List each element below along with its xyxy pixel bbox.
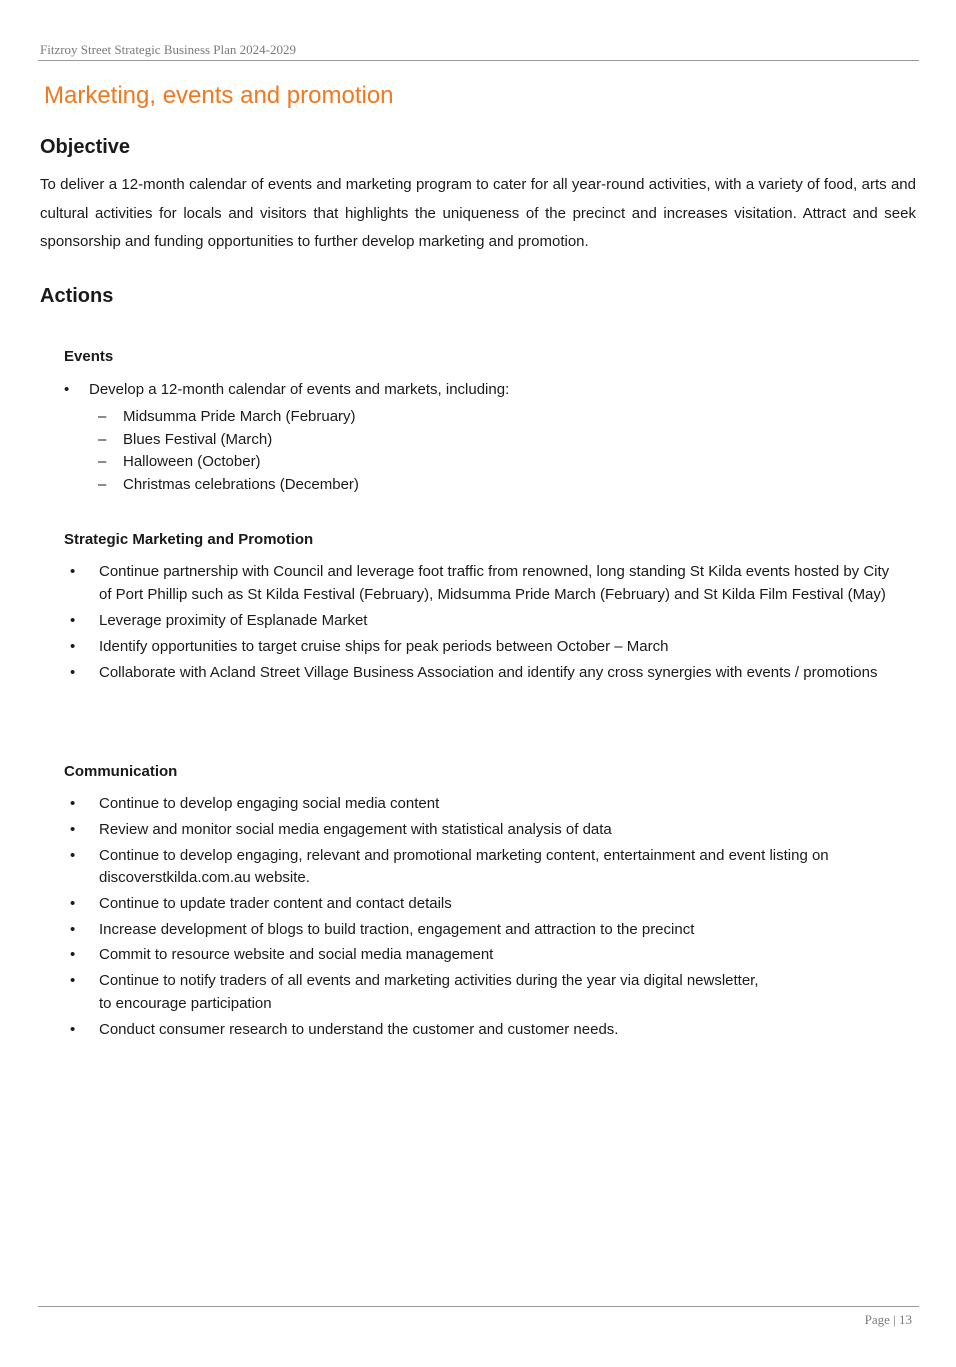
- dash-icon: –: [98, 430, 107, 448]
- footer-divider: [38, 1306, 919, 1307]
- bullet-icon: •: [70, 946, 76, 964]
- list-item: [64, 845, 904, 890]
- list-item-text: Collaborate with Acland Street Village Business Association and identify any cross synergies with events / promotions: [99, 663, 878, 681]
- bullet-icon: •: [70, 1020, 76, 1038]
- list-item-text: Leverage proximity of Esplanade Market: [99, 611, 368, 629]
- list-item-text: Continue to develop engaging, relevant and promotional marketing content, entertainment and event listing on discoverstkilda.com.au website.: [99, 846, 829, 887]
- marketing-heading: Strategic Marketing and Promotion: [64, 531, 314, 548]
- list-item-text: Increase development of blogs to build traction, engagement and attraction to the precinct: [99, 920, 695, 938]
- bullet-icon: •: [70, 795, 76, 812]
- bullet-icon: •: [70, 972, 76, 990]
- bullet-icon: •: [70, 611, 76, 629]
- dash-icon: –: [98, 476, 107, 494]
- sublist-item-text: Midsumma Pride March (February): [123, 408, 356, 425]
- bullet-icon: •: [70, 637, 76, 655]
- list-item: [64, 561, 904, 606]
- objective-heading: Objective: [40, 136, 131, 158]
- running-header: Fitzroy Street Strategic Business Plan 2024-2029: [40, 42, 297, 57]
- bullet-icon: •: [70, 920, 76, 938]
- sublist-item: [98, 406, 894, 429]
- list-item: [64, 378, 894, 497]
- dash-icon: –: [98, 453, 107, 471]
- list-item: [64, 919, 904, 942]
- list-item-text: Continue to develop engaging social media content: [99, 795, 440, 812]
- actions-heading: Actions: [40, 285, 114, 307]
- sublist-item-text: Halloween (October): [123, 453, 261, 471]
- list-item: [64, 662, 904, 685]
- list-item-text: Commit to resource website and social media management: [99, 946, 494, 964]
- list-item: [64, 610, 904, 633]
- bullet-icon: •: [70, 894, 76, 912]
- bullet-icon: •: [64, 381, 70, 398]
- list-item: [64, 793, 904, 816]
- list-item-text: Review and monitor social media engagement with statistical analysis of data: [99, 820, 612, 838]
- list-item: [64, 944, 904, 967]
- list-item: [64, 970, 764, 1015]
- communication-list: [64, 793, 904, 1044]
- bullet-icon: •: [70, 563, 76, 580]
- sublist-item-text: Blues Festival (March): [123, 430, 273, 448]
- objective-paragraph: To deliver a 12-month calendar of events and marketing program to cater for all year-round activities, with a variety of food, arts and cultural activities for locals and visitors that highlights the uniqueness of the precinct and increases visitation. Attract and seek sponsorship and funding opportunities to further develop marketing and promotion.: [40, 176, 916, 250]
- bullet-icon: •: [70, 820, 76, 838]
- marketing-list: [64, 561, 904, 688]
- sublist-item: [98, 451, 894, 474]
- sublist-item: [98, 474, 894, 497]
- events-sublist: [98, 406, 894, 497]
- list-item-text: Continue to notify traders of all events and marketing activities during the year via digital newsletter, to encourage participation: [99, 972, 759, 1012]
- communication-heading: Communication: [64, 763, 178, 780]
- events-heading: Events: [64, 348, 114, 365]
- list-item-text: Conduct consumer research to understand the customer and customer needs.: [99, 1020, 619, 1038]
- list-item-text: Identify opportunities to target cruise ships for peak periods between October – March: [99, 637, 669, 655]
- section-title: Marketing, events and promotion: [44, 82, 394, 109]
- list-item-text: Continue to update trader content and contact details: [99, 894, 452, 912]
- list-item: [64, 819, 904, 842]
- list-item: [64, 893, 904, 916]
- sublist-item: [98, 429, 894, 452]
- events-list: [64, 378, 894, 497]
- page-number: Page | 13: [864, 1312, 912, 1327]
- sublist-item-text: Christmas celebrations (December): [123, 476, 359, 494]
- bullet-icon: •: [70, 663, 76, 681]
- dash-icon: –: [98, 408, 107, 425]
- list-item: [64, 636, 904, 659]
- list-item-text: Continue partnership with Council and leverage foot traffic from renowned, long standing St Kilda events hosted by City of Port Phillip such as St Kilda Festival (February), Midsumma Pride March (February) and St Kilda Film Festival (May): [99, 563, 890, 603]
- list-item-text: Develop a 12-month calendar of events and markets, including:: [89, 381, 510, 398]
- list-item: [64, 1019, 904, 1042]
- bullet-icon: •: [70, 846, 76, 864]
- header-divider: [38, 60, 919, 61]
